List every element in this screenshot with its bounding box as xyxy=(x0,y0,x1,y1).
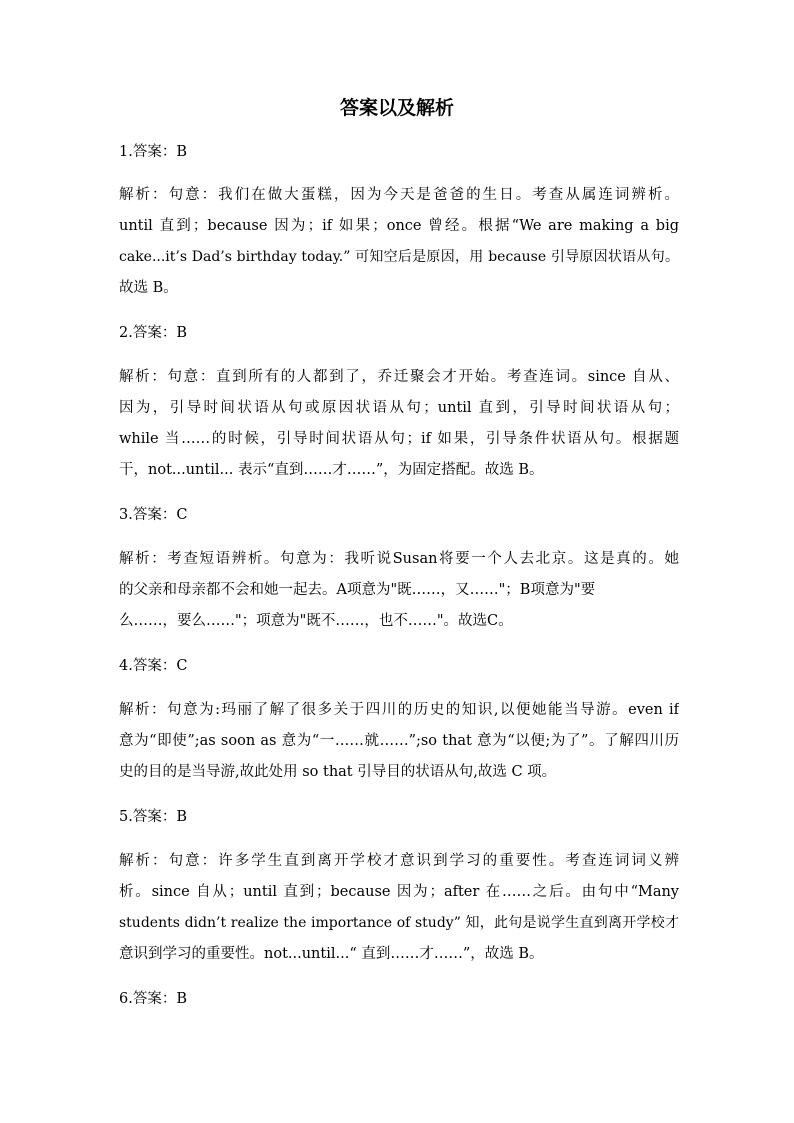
explanation-2-line-3: while 当……的时候，引导时间状语从句；if 如果，引导条件状语从句。根据题 xyxy=(119,431,679,447)
explanation-2-line-1: 解析：句意：直到所有的人都到了，乔迁聚会才开始。考查连词。since 自从、 xyxy=(119,369,679,385)
answer-6: 6.答案：B xyxy=(119,991,187,1007)
explanation-1-line-1: 解析：句意：我们在做大蛋糕，因为今天是爸爸的生日。考查从属连词辨析。 xyxy=(119,187,679,203)
explanation-1-line-4: 故选 B。 xyxy=(119,280,178,296)
answer-4: 4.答案：C xyxy=(119,658,188,674)
explanation-3-line-2: 的父亲和母亲都不会和她一起去。A项意为"既……，又……"；B项意为"要 xyxy=(119,582,596,598)
answer-2: 2.答案：B xyxy=(119,325,187,341)
explanation-2-line-4: 干，not...until... 表示“直到……才……”，为固定搭配。故选 B。 xyxy=(119,462,544,478)
explanation-1-line-2: until 直到；because 因为；if 如果；once 曾经。根据“We are making a big xyxy=(119,218,679,234)
explanation-3-line-3: 么……，要么……"；项意为"既不……，也不……"。故选C。 xyxy=(119,613,513,629)
explanation-4-line-2: 意为“即使”;as soon as 意为“一……就……”;so that 意为“以便;为了”。了解四川历 xyxy=(119,733,679,749)
explanation-2-line-2: 因为，引导时间状语从句或原因状语从句；until 直到，引导时间状语从句； xyxy=(119,400,679,416)
explanation-1-line-3: cake...it’s Dad’s birthday today.” 可知空后是原因，用 because 引导原因状语从句。 xyxy=(119,249,679,265)
explanation-5-line-1: 解析：句意：许多学生直到离开学校才意识到学习的重要性。考查连词词义辨 xyxy=(119,853,679,869)
answer-1: 1.答案：B xyxy=(119,144,187,160)
explanation-4-line-1: 解析：句意为:玛丽了解了很多关于四川的历史的知识,以便她能当导游。even if xyxy=(119,702,679,718)
explanation-5-line-2: 析。since 自从；until 直到；because 因为；after 在……之后。由句中“Many xyxy=(119,884,679,900)
explanation-5-line-3: students didn’t realize the importance of study” 知，此句是说学生直到离开学校才 xyxy=(119,915,679,931)
explanation-3-line-1: 解析：考查短语辨析。句意为：我听说Susan将要一个人去北京。这是真的。她 xyxy=(119,551,679,567)
explanation-5-line-4: 意识到学习的重要性。not...until...“ 直到……才……”，故选 B。 xyxy=(119,946,544,962)
answer-3: 3.答案：C xyxy=(119,507,188,523)
explanation-4-line-3: 史的目的是当导游,故此处用 so that 引导目的状语从句,故选 C 项。 xyxy=(119,764,557,780)
page-title: 答案以及解析 xyxy=(339,97,454,119)
answer-5: 5.答案：B xyxy=(119,809,187,825)
